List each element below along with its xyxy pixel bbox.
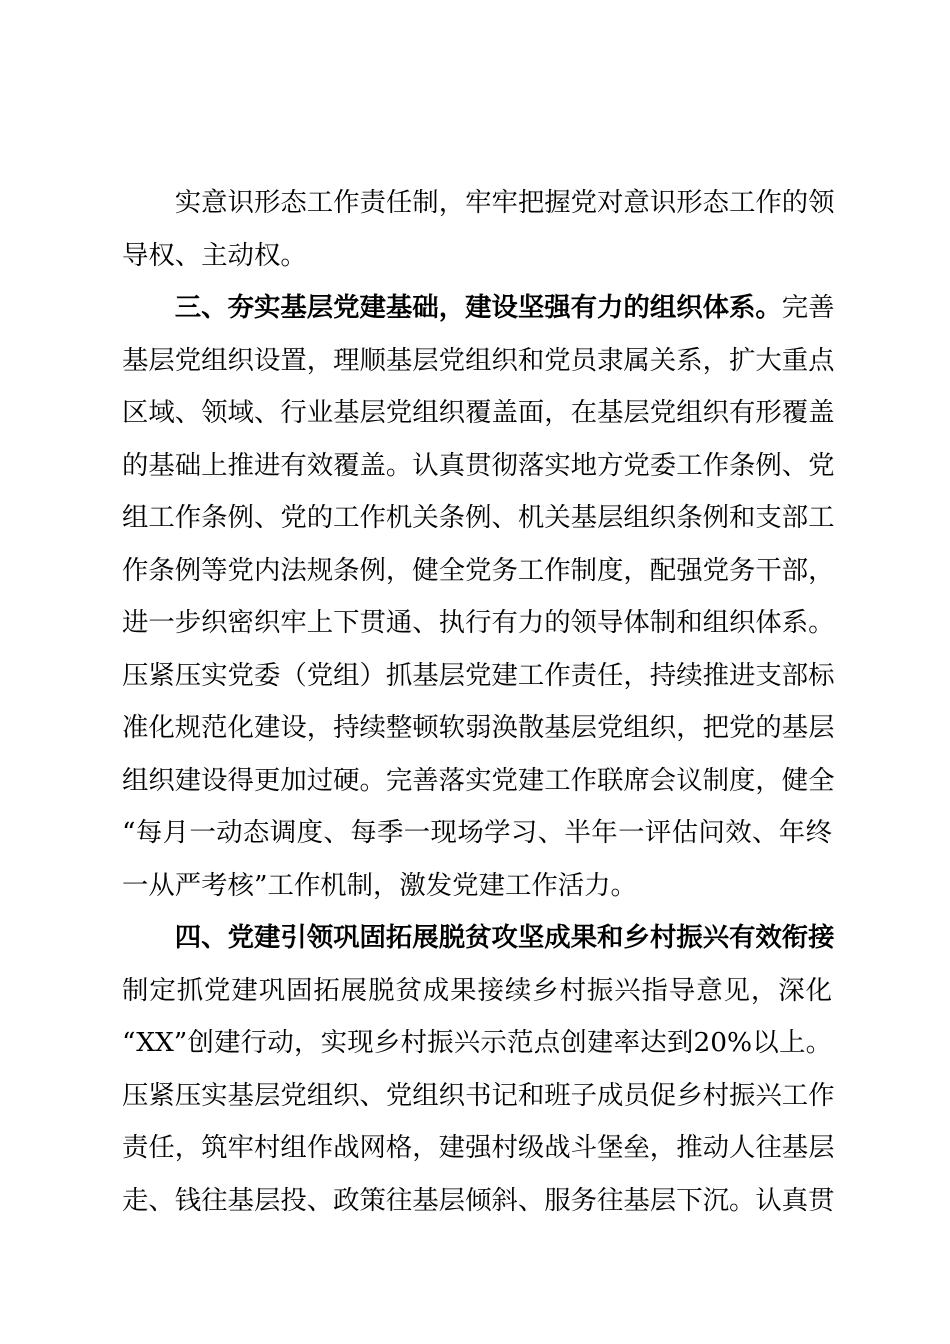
text-line: 区域、领域、行业基层党组织覆盖面，在基层党组织有形覆盖 — [122, 397, 835, 428]
text-line: 一从严考核”工作机制，激发党建工作活力。 — [122, 869, 637, 901]
text-line: 基层党组织设置，理顺基层党组织和党员隶属关系，扩大重点 — [122, 344, 835, 376]
text-line: 压紧压实基层党组织、党组织书记和班子成员促乡村振兴工作 — [122, 1079, 835, 1111]
text-line: 组工作条例、党的工作机关条例、机关基层组织条例和支部工 — [122, 502, 835, 533]
text-line: “XX”创建行动，实现乡村振兴示范点创建率达到20%以上。 — [122, 1027, 832, 1058]
text-line: 的基础上推进有效覆盖。认真贯彻落实地方党委工作条例、党 — [122, 449, 835, 481]
section-heading-3: 三、夯实基层党建基础，建设坚强有力的组织体系。 — [174, 292, 782, 323]
text-line: 组织建设得更加过硬。完善落实党建工作联席会议制度，健全 — [122, 764, 835, 796]
text-line: 责任，筑牢村组作战网格，建强村级战斗堡垒，推动人往基层 — [122, 1132, 835, 1163]
text-line: 作条例等党内法规条例，健全党务工作制度，配强党务干部， — [122, 554, 835, 586]
text-line: 进一步织密织牢上下贯通、执行有力的领导体制和组织体系。 — [122, 607, 835, 638]
text-line: 实意识形态工作责任制，牢牢把握党对意识形态工作的领 — [174, 187, 835, 218]
text-line: 制定抓党建巩固拓展脱贫成果接续乡村振兴指导意见，深化 — [122, 974, 832, 1006]
text-line: 走、钱往基层投、政策往基层倾斜、服务往基层下沉。认真贯 — [122, 1184, 835, 1216]
text-line: “每月一动态调度、每季一现场学习、半年一评估问效、年终 — [122, 817, 832, 848]
text-run: 完善 — [781, 292, 835, 323]
text-line: 导权、主动权。 — [122, 239, 307, 271]
document-body — [122, 177, 835, 1227]
section-heading-4: 四、党建引领巩固拓展脱贫攻坚成果和乡村振兴有效衔接 — [174, 922, 835, 953]
text-line: 准化规范化建设，持续整顿软弱涣散基层党组织，把党的基层 — [122, 712, 835, 743]
text-line — [122, 282, 835, 335]
text-line — [122, 912, 835, 965]
text-line: 压紧压实党委（党组）抓基层党建工作责任，持续推进支部标 — [122, 659, 835, 691]
